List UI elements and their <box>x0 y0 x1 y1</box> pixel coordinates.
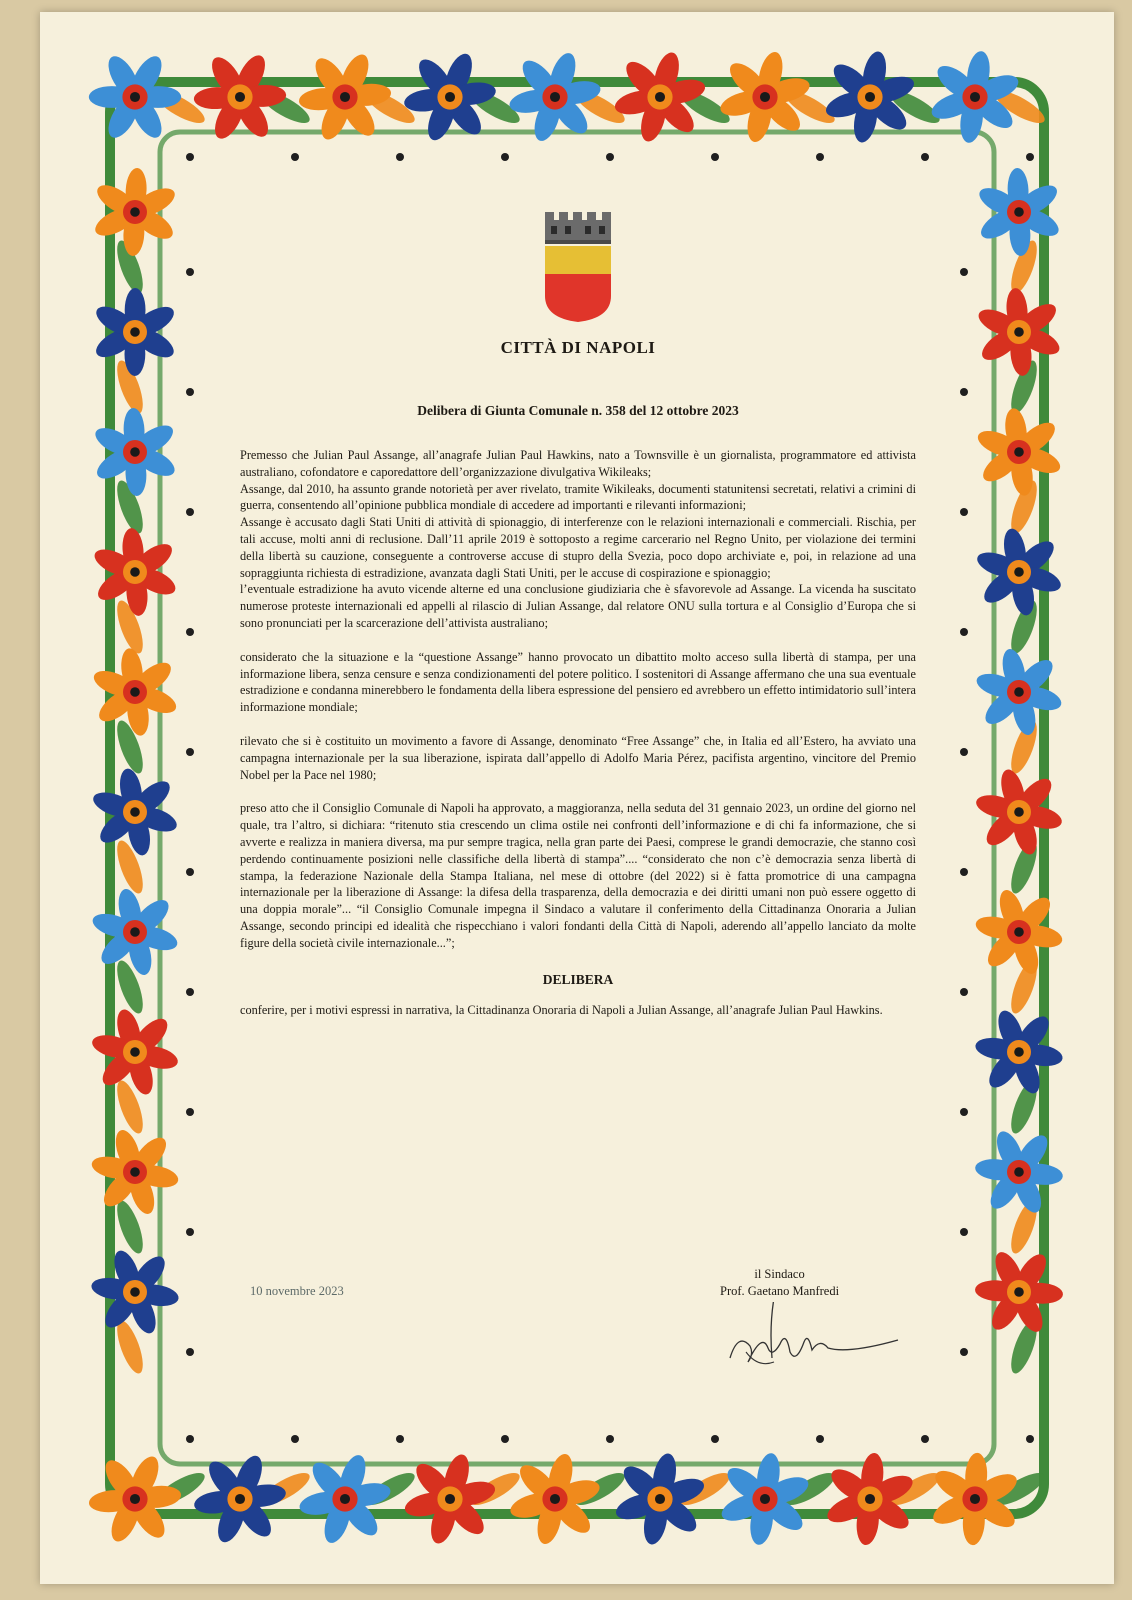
flower-ornament <box>90 647 179 737</box>
flower-ornament <box>975 287 1064 377</box>
delibera-heading: DELIBERA <box>542 971 614 987</box>
flower-ornament <box>974 1007 1064 1097</box>
flower-ornament <box>91 168 179 257</box>
signature-icon <box>728 1302 908 1382</box>
delibera-title: Delibera di Giunta Comunale n. 358 del 12 ottobre 2023 <box>417 403 739 418</box>
flower-ornament <box>90 1127 180 1217</box>
paragraph-extradition: l’eventuale estradizione ha avuto vicende alterne ed una conclusione giudiziaria che è sfavorevole ad Assange. La vicenda ha suscitato numerose proteste internazionali ed appelli al rilascio di Julian Assange, dal relatore ONU sulla tortura e al Consiglio d’Europa che si sono pronunciati per la scarcerazione dell’attivista australiano; <box>240 582 916 630</box>
signatory-block <box>720 1266 839 1300</box>
signatory-name: Prof. Gaetano Manfredi <box>720 1284 840 1298</box>
flower-ornament <box>91 527 180 617</box>
flower-ornament <box>89 52 181 143</box>
paragraph-rilevato: rilevato che si è costituito un movimento a favore di Assange, denominato “Free Assange” che, in Italia ed all’Estero, ha avviato una campagna internazionale per la sua liberazione, ispirata dall’appello di Adolfo Maria Pérez, pacifista argentino, vincitore del Premio Nobel per la Pace nel 1980; <box>240 733 916 782</box>
naples-coat-of-arms-icon <box>541 210 615 330</box>
flower-ornament <box>91 408 179 497</box>
flower-ornament <box>92 288 179 376</box>
flower-ornament <box>974 767 1064 857</box>
flower-ornament <box>90 887 180 977</box>
paragraph-accusations: Assange è accusato dagli Stati Uniti di attività di spionaggio, di interferenze con le relazioni internazionali e commerciali. Rischia, per tali accuse, molti anni di reclusione. Dall’11 aprile 2019 è sottoposto a regime carcerario nel Regno Unito, per violazione dei termini della libertà su cauzione, conseguente a controverse accuse di stupro della Svezia, poco dopo archiviate e, poi, in relazione ad una sopraggiunta richiesta di estradizione, avanzata dagli Stati Uniti, per le accuse di cospirazione e spionaggio; <box>240 515 916 580</box>
flower-ornament <box>88 1452 182 1545</box>
signatory-role: il Sindaco <box>754 1267 805 1281</box>
signature-footer <box>240 1266 916 1416</box>
paragraph-premesso: Premesso che Julian Paul Assange, all’anagrafe Julian Paul Hawkins, nato a Townsville è un giornalista, programmatore ed attivista australiano, cofondatore e caporedattore dell’organizzazione divulgativa Wikileaks; <box>240 448 916 479</box>
flower-ornament <box>974 1248 1063 1336</box>
paragraph-notoriety: Assange, dal 2010, ha assunto grande notorietà per aver rivelato, tramite Wikileaks, documenti statunitensi secretati, relativi a crimini di guerra, consentendo all’opinione pubblica mondiale di accedere ad importanti e rilevanti informazioni; <box>240 481 916 513</box>
flower-ornament <box>974 887 1064 977</box>
paragraph-resolution: conferire, per i motivi espressi in narrativa, la Cittadinanza Onoraria di Napoli a Julian Assange, all’anagrafe Julian Paul Hawkins. <box>240 1002 883 1017</box>
flower-ornament <box>974 407 1063 497</box>
flower-ornament <box>90 1007 180 1097</box>
flower-ornament <box>193 51 286 143</box>
paragraph-preso-atto: preso atto che il Consiglio Comunale di Napoli ha approvato, a maggioranza, nella seduta del 31 gennaio 2023, un ordine del giorno nel quale, tra l’altro, si dichiara: “ritenuto stia crescendo un clima ostile nei confronti dell’informazione e di chi fa informazione, che si avverte e realizza in maniera diversa, ma pur sempre tragica, nella gran parte dei Paesi, comprese le grandi democrazie, che stanno così perdendo continuamente posizioni nelle classifiche della libertà di stampa”.... “considerato che non c’è democrazia senza libertà di stampa, la federazione Nazionale della Stampa Italiana, nel mese di ottobre (del 2022) si è fatta promotrice di una campagna internazionale per la liberazione di Assange: la difesa della trasparenza, della democrazia e dei diritti umani non può essere oggetto di una doppia morale”... “il Consiglio Comunale impegna il Sindaco a valutare il conferimento della Cittadinanza Onoraria a Julian Assange, secondo principi ed idealità che rispecchiano i valori fondanti della Città di Napoli, aderendo all’appello lanciato da molte figure della società civile internazionale...”; <box>240 801 916 950</box>
flower-ornament <box>90 767 180 857</box>
flower-ornament <box>974 1128 1064 1217</box>
flower-ornament <box>90 1247 180 1337</box>
flower-ornament <box>974 527 1064 617</box>
document-date: 10 novembre 2023 <box>250 1284 344 1298</box>
document-content <box>240 210 916 1298</box>
city-name: CITTÀ DI NAPOLI <box>500 338 656 357</box>
paragraph-considerato: considerato che la situazione e la “questione Assange” hanno provocato un dibattito molto acceso sulla libertà di stampa, per una informazione libera, senza censure e senza condizionamenti del potere politico. I sostenitori di Assange affermano che una sua eventuale estradizione e condanna minerebbero le fondamenta della libera espressione del pensiero ed avrebbero un effetto intimidatorio sull’intera informazione mondiale; <box>240 649 916 715</box>
flower-ornament <box>975 168 1063 257</box>
certificate-sheet <box>40 12 1114 1584</box>
flower-ornament <box>974 647 1064 737</box>
